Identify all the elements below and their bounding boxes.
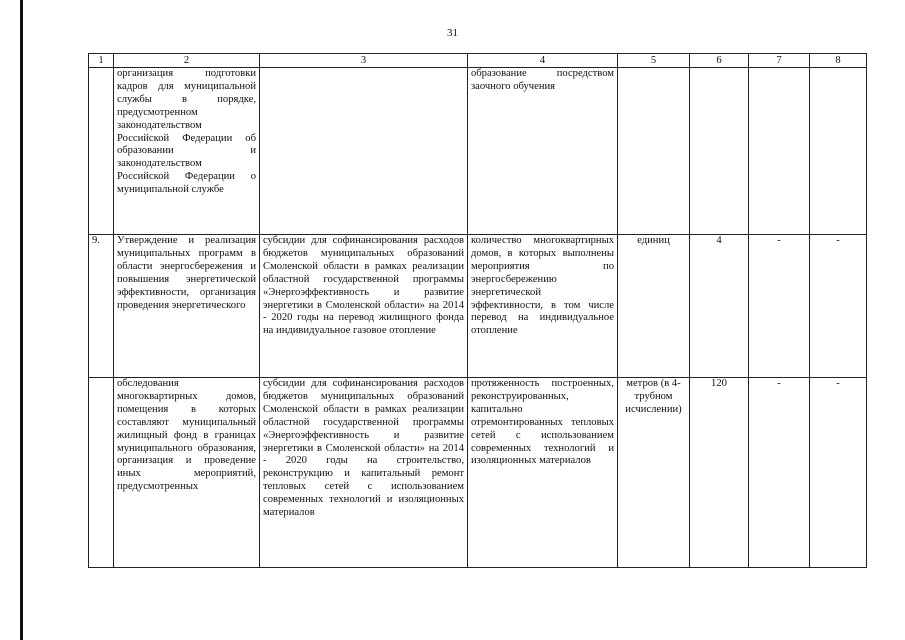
column-header-5: 5 bbox=[618, 54, 690, 68]
value-cell-8 bbox=[810, 68, 867, 235]
authority-cell: обследования многоквартирных домов, помещения в которых составляют муниципальный жилищный фонд в границах муниципального образования, организация и проведение иных мероприятий, предусмотренных bbox=[114, 378, 260, 568]
indicator-cell: образование посредством заочного обучения bbox=[468, 68, 618, 235]
unit-cell: единиц bbox=[618, 235, 690, 378]
table-row bbox=[89, 68, 867, 235]
row-number-cell: 9. bbox=[89, 235, 114, 378]
column-header-1: 1 bbox=[89, 54, 114, 68]
column-header-7: 7 bbox=[749, 54, 810, 68]
indicator-cell: протяженность построенных, реконструированных, капитально отремонтированных тепловых сетей с использованием современных технологий и изоляционных материалов bbox=[468, 378, 618, 568]
measure-cell bbox=[260, 68, 468, 235]
measure-cell: субсидии для софинансирования расходов бюджетов муниципальных образований Смоленской области в рамках реализации областной государственной программы «Энергоэффективность и развитие энергетики в Смоленской области» на 2014 - 2020 годы на перевод жилищного фонда на индивидуальное газовое отопление bbox=[260, 235, 468, 378]
value-cell-7 bbox=[749, 68, 810, 235]
value-cell-7: - bbox=[749, 235, 810, 378]
column-header-8: 8 bbox=[810, 54, 867, 68]
value-cell-7: - bbox=[749, 378, 810, 568]
row-number-cell bbox=[89, 378, 114, 568]
unit-cell: метров (в 4-трубном исчислении) bbox=[618, 378, 690, 568]
authority-cell: Утверждение и реализация муниципальных программ в области энергосбережения и повышения энергетической эффективности, организация проведения энергетического bbox=[114, 235, 260, 378]
value-cell-6: 4 bbox=[690, 235, 749, 378]
table-row bbox=[89, 378, 867, 568]
table-row bbox=[89, 235, 867, 378]
row-number-cell bbox=[89, 68, 114, 235]
value-cell-8: - bbox=[810, 235, 867, 378]
indicator-cell: количество многоквартирных домов, в которых выполнены мероприятия по энергосбережению энергетической эффективности, в том числе перевод на индивидуальное отопление bbox=[468, 235, 618, 378]
authority-cell: организация подготовки кадров для муниципальной службы в порядке, предусмотренном законодательством Российской Федерации об образовании и законодательством Российской Федерации о муниципальной службе bbox=[114, 68, 260, 235]
data-table bbox=[88, 53, 867, 568]
value-cell-6 bbox=[690, 68, 749, 235]
measure-cell: субсидии для софинансирования расходов бюджетов муниципальных образований Смоленской области в рамках реализации областной государственной программы «Энергоэффективность и развитие энергетики в Смоленской области» на 2014 - 2020 годы на строительство, реконструкцию и капитальный ремонт тепловых сетей с использованием современных технологий и изоляционных материалов bbox=[260, 378, 468, 568]
column-header-2: 2 bbox=[114, 54, 260, 68]
value-cell-6: 120 bbox=[690, 378, 749, 568]
column-header-4: 4 bbox=[468, 54, 618, 68]
column-header-3: 3 bbox=[260, 54, 468, 68]
header-row bbox=[89, 54, 867, 68]
page-number: 31 bbox=[447, 27, 458, 39]
value-cell-8: - bbox=[810, 378, 867, 568]
page-edge-bar bbox=[20, 0, 23, 640]
unit-cell bbox=[618, 68, 690, 235]
column-header-6: 6 bbox=[690, 54, 749, 68]
